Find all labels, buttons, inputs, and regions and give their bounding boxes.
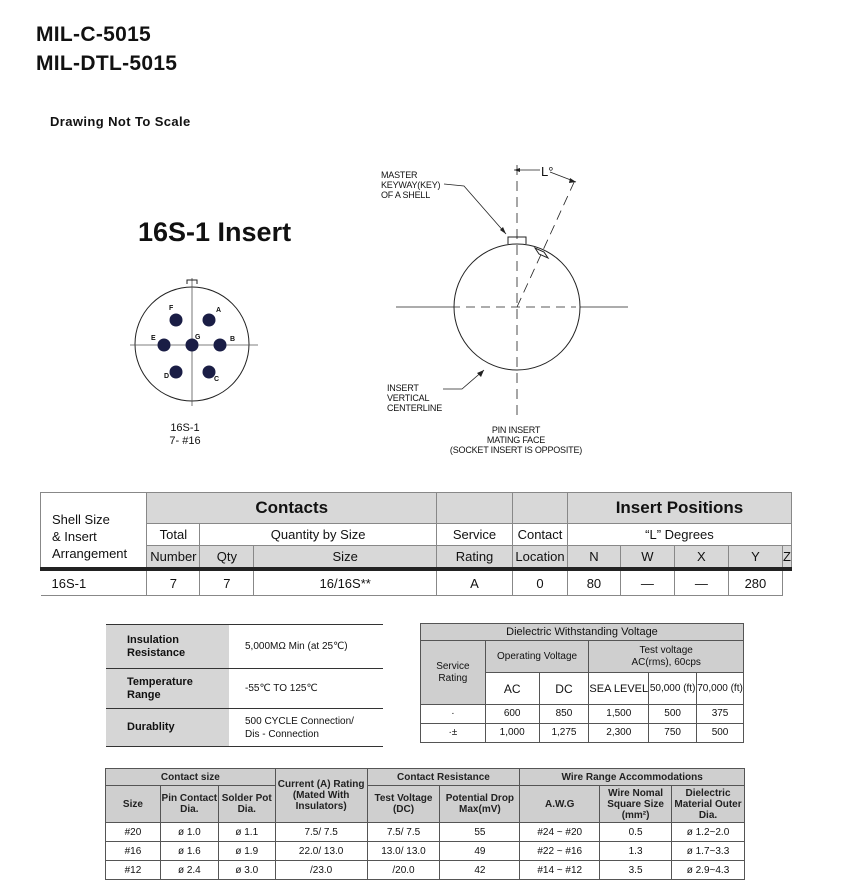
insert-caption-2: 7- #16 — [169, 435, 201, 447]
master-keyway-line-3: OF A SHELL — [381, 190, 431, 200]
qty-header: Qty — [200, 546, 254, 570]
durability-line-2: Dis - Connection — [245, 728, 319, 740]
cs-cell: ø 1.6 — [160, 842, 218, 861]
dielectric-title: Dielectric Withstanding Voltage — [421, 624, 744, 641]
table-row — [106, 842, 745, 861]
arrangement-cell: 16S-1 — [41, 569, 147, 596]
table-row — [106, 669, 383, 709]
diel-cell: 1,500 — [589, 705, 649, 724]
rating-header: Rating — [436, 546, 512, 570]
cs-cell: 7.5/ 7.5 — [275, 823, 367, 842]
cs-cell: ø 3.0 — [218, 861, 275, 880]
size-header: Size — [106, 786, 161, 823]
cs-cell: #20 — [106, 823, 161, 842]
diel-cell: 375 — [697, 705, 744, 724]
insert-positions-header: Insert Positions — [567, 493, 791, 524]
cs-cell: 49 — [440, 842, 520, 861]
cs-cell: ø 1.0 — [160, 823, 218, 842]
sea-level-header: SEA LEVEL — [589, 673, 649, 705]
w-cell: 80 — [567, 569, 620, 596]
mating-face-label — [441, 425, 591, 455]
cs-cell: ø 1.1 — [218, 823, 275, 842]
cs-cell: /23.0 — [275, 861, 367, 880]
angle-l-label: L° — [541, 164, 554, 179]
qty-cell: 7 — [200, 569, 254, 596]
temperature-key: Temperature Range — [106, 669, 229, 709]
durability-line-1: 500 CYCLE Connection/ — [245, 715, 354, 727]
cs-cell: ø 2.4 — [160, 861, 218, 880]
cs-cell: #14 ~ #12 — [520, 861, 600, 880]
contacts-header: Contacts — [147, 493, 436, 524]
insert-title: 16S-1 Insert — [138, 217, 292, 247]
position-w-header: W — [620, 546, 674, 570]
scale-note: Drawing Not To Scale — [50, 114, 191, 129]
diel-cell: 600 — [485, 705, 539, 724]
contact-size-header: Contact size — [106, 769, 276, 786]
spec-title-1: MIL-C-5015 — [36, 23, 152, 46]
insert-caption-1: 16S-1 — [170, 422, 200, 434]
service-rating-header: Service Rating — [421, 641, 486, 705]
cs-cell: ø 1.9 — [218, 842, 275, 861]
size-cell: 16/16S** — [254, 569, 437, 596]
contact-blank-header — [513, 493, 568, 524]
test-voltage-header — [589, 641, 744, 673]
diel-cell: 500 — [697, 724, 744, 743]
pin-b — [214, 339, 227, 352]
cs-cell: 13.0/ 13.0 — [367, 842, 440, 861]
position-n-header: N — [567, 546, 620, 570]
cs-cell: ø 1.7~3.3 — [672, 842, 745, 861]
wire-range-header: Wire Range Accommodations — [520, 769, 745, 786]
master-keyway-line-1: MASTER — [381, 170, 418, 180]
test-voltage-line-1: Test voltage — [639, 644, 693, 656]
service-header: Service — [436, 524, 512, 546]
dielectric-table — [420, 623, 744, 743]
centerline-line-1: INSERT — [387, 383, 419, 393]
diel-cell: 500 — [649, 705, 697, 724]
total-header: Total — [147, 524, 200, 546]
shell-size-line-3: Arrangement — [52, 545, 128, 561]
test-voltage-dc-header: Test Voltage (DC) — [367, 786, 440, 823]
table-row — [421, 724, 744, 743]
cs-cell: 0.5 — [600, 823, 672, 842]
cs-cell: #24 ~ #20 — [520, 823, 600, 842]
ac-header: AC — [485, 673, 539, 705]
table-row — [106, 709, 383, 747]
current-rating-header: Current (A) Rating (Mated With Insulators) — [275, 769, 367, 823]
n-cell: 0 — [513, 569, 568, 596]
shell-size-line-2: & Insert — [52, 528, 97, 544]
pin-label-e: E — [151, 335, 156, 342]
durability-value — [229, 709, 383, 747]
diel-cell: · — [421, 705, 486, 724]
quantity-by-size-header: Quantity by Size — [200, 524, 437, 546]
y-cell: — — [674, 569, 728, 596]
pin-label-d: D — [164, 373, 170, 380]
cs-cell: ø 2.9~4.3 — [672, 861, 745, 880]
pin-e — [158, 339, 171, 352]
centerline-line-2: VERTICAL — [387, 393, 430, 403]
pin-label-a: A — [216, 307, 222, 314]
diel-cell: 2,300 — [589, 724, 649, 743]
operating-voltage-header: Operating Voltage — [485, 641, 589, 673]
pin-label-f: F — [169, 305, 174, 312]
cs-cell: 55 — [440, 823, 520, 842]
z-cell: 280 — [728, 569, 782, 596]
diel-cell: 850 — [539, 705, 589, 724]
pin-contact-dia-header: Pin Contact Dia. — [160, 786, 218, 823]
durability-key: Durablity — [106, 709, 229, 747]
test-voltage-line-2: AC(rms), 60cps — [631, 656, 701, 668]
contact-resistance-header: Contact Resistance — [367, 769, 520, 786]
size-header: Size — [254, 546, 437, 570]
insulation-value: 5,000MΩ Min (at 25℃) — [229, 625, 383, 669]
shell-size-header — [41, 493, 147, 570]
cs-cell: 1.3 — [600, 842, 672, 861]
diel-cell: 750 — [649, 724, 697, 743]
mating-face-line-2: MATING FACE — [486, 435, 546, 445]
pin-a — [203, 314, 216, 327]
x-cell: — — [620, 569, 674, 596]
table-row — [106, 861, 745, 880]
cs-cell: ø 1.2~2.0 — [672, 823, 745, 842]
spec-title-2: MIL-DTL-5015 — [36, 52, 178, 75]
l-degrees-header: “L” Degrees — [567, 524, 791, 546]
master-keyway-label — [381, 170, 440, 200]
insert-centerline-label — [387, 383, 442, 413]
contacts-table — [40, 492, 792, 596]
pin-label-g: G — [195, 334, 201, 341]
diel-cell: ·± — [421, 724, 486, 743]
pin-d — [170, 366, 183, 379]
table-row — [421, 705, 744, 724]
table-row — [106, 625, 383, 669]
potential-drop-header: Potential Drop Max(mV) — [440, 786, 520, 823]
table-row — [106, 823, 745, 842]
mating-face-line-3: (SOCKET INSERT IS OPPOSITE) — [449, 445, 583, 455]
insert-face-drawing — [130, 278, 260, 408]
number-header: Number — [147, 546, 200, 570]
wire-nominal-header: Wire Nomal Square Size (mm²) — [600, 786, 672, 823]
cs-cell: #22 ~ #16 — [520, 842, 600, 861]
centerline-line-3: CENTERLINE — [387, 403, 443, 413]
cs-cell: #16 — [106, 842, 161, 861]
mating-face-line-1: PIN INSERT — [491, 425, 541, 435]
cs-cell: 3.5 — [600, 861, 672, 880]
pin-label-b: B — [230, 336, 236, 343]
cs-cell: 7.5/ 7.5 — [367, 823, 440, 842]
cs-cell: #12 — [106, 861, 161, 880]
diel-cell: 1,000 — [485, 724, 539, 743]
pin-label-c: C — [214, 376, 220, 383]
position-x-header: X — [674, 546, 728, 570]
total-cell: 7 — [147, 569, 200, 596]
cs-cell: 42 — [440, 861, 520, 880]
dielectric-od-header: Dielectric Material Outer Dia. — [672, 786, 745, 823]
cs-cell: /20.0 — [367, 861, 440, 880]
cs-cell: 22.0/ 13.0 — [275, 842, 367, 861]
diel-cell: 1,275 — [539, 724, 589, 743]
contact-size-table — [105, 768, 745, 880]
position-z-header: Z — [783, 546, 792, 570]
contact-header: Contact — [513, 524, 568, 546]
ft70-header: 70,000 (ft) — [697, 673, 744, 705]
awg-header: A.W.G — [520, 786, 600, 823]
solder-pot-dia-header: Solder Pot Dia. — [218, 786, 275, 823]
position-y-header: Y — [728, 546, 782, 570]
rating-cell: A — [436, 569, 512, 596]
location-header: Location — [513, 546, 568, 570]
pin-f — [170, 314, 183, 327]
insulation-key: Insulation Resistance — [106, 625, 229, 669]
master-keyway-line-2: KEYWAY(KEY) — [381, 180, 441, 190]
specs-table — [106, 624, 383, 747]
ft50-header: 50,000 (ft) — [649, 673, 697, 705]
shell-size-line-1: Shell Size — [52, 511, 110, 527]
temperature-value: -55℃ TO 125℃ — [229, 669, 383, 709]
service-blank-header — [436, 493, 512, 524]
dc-header: DC — [539, 673, 589, 705]
table-row — [41, 569, 792, 596]
